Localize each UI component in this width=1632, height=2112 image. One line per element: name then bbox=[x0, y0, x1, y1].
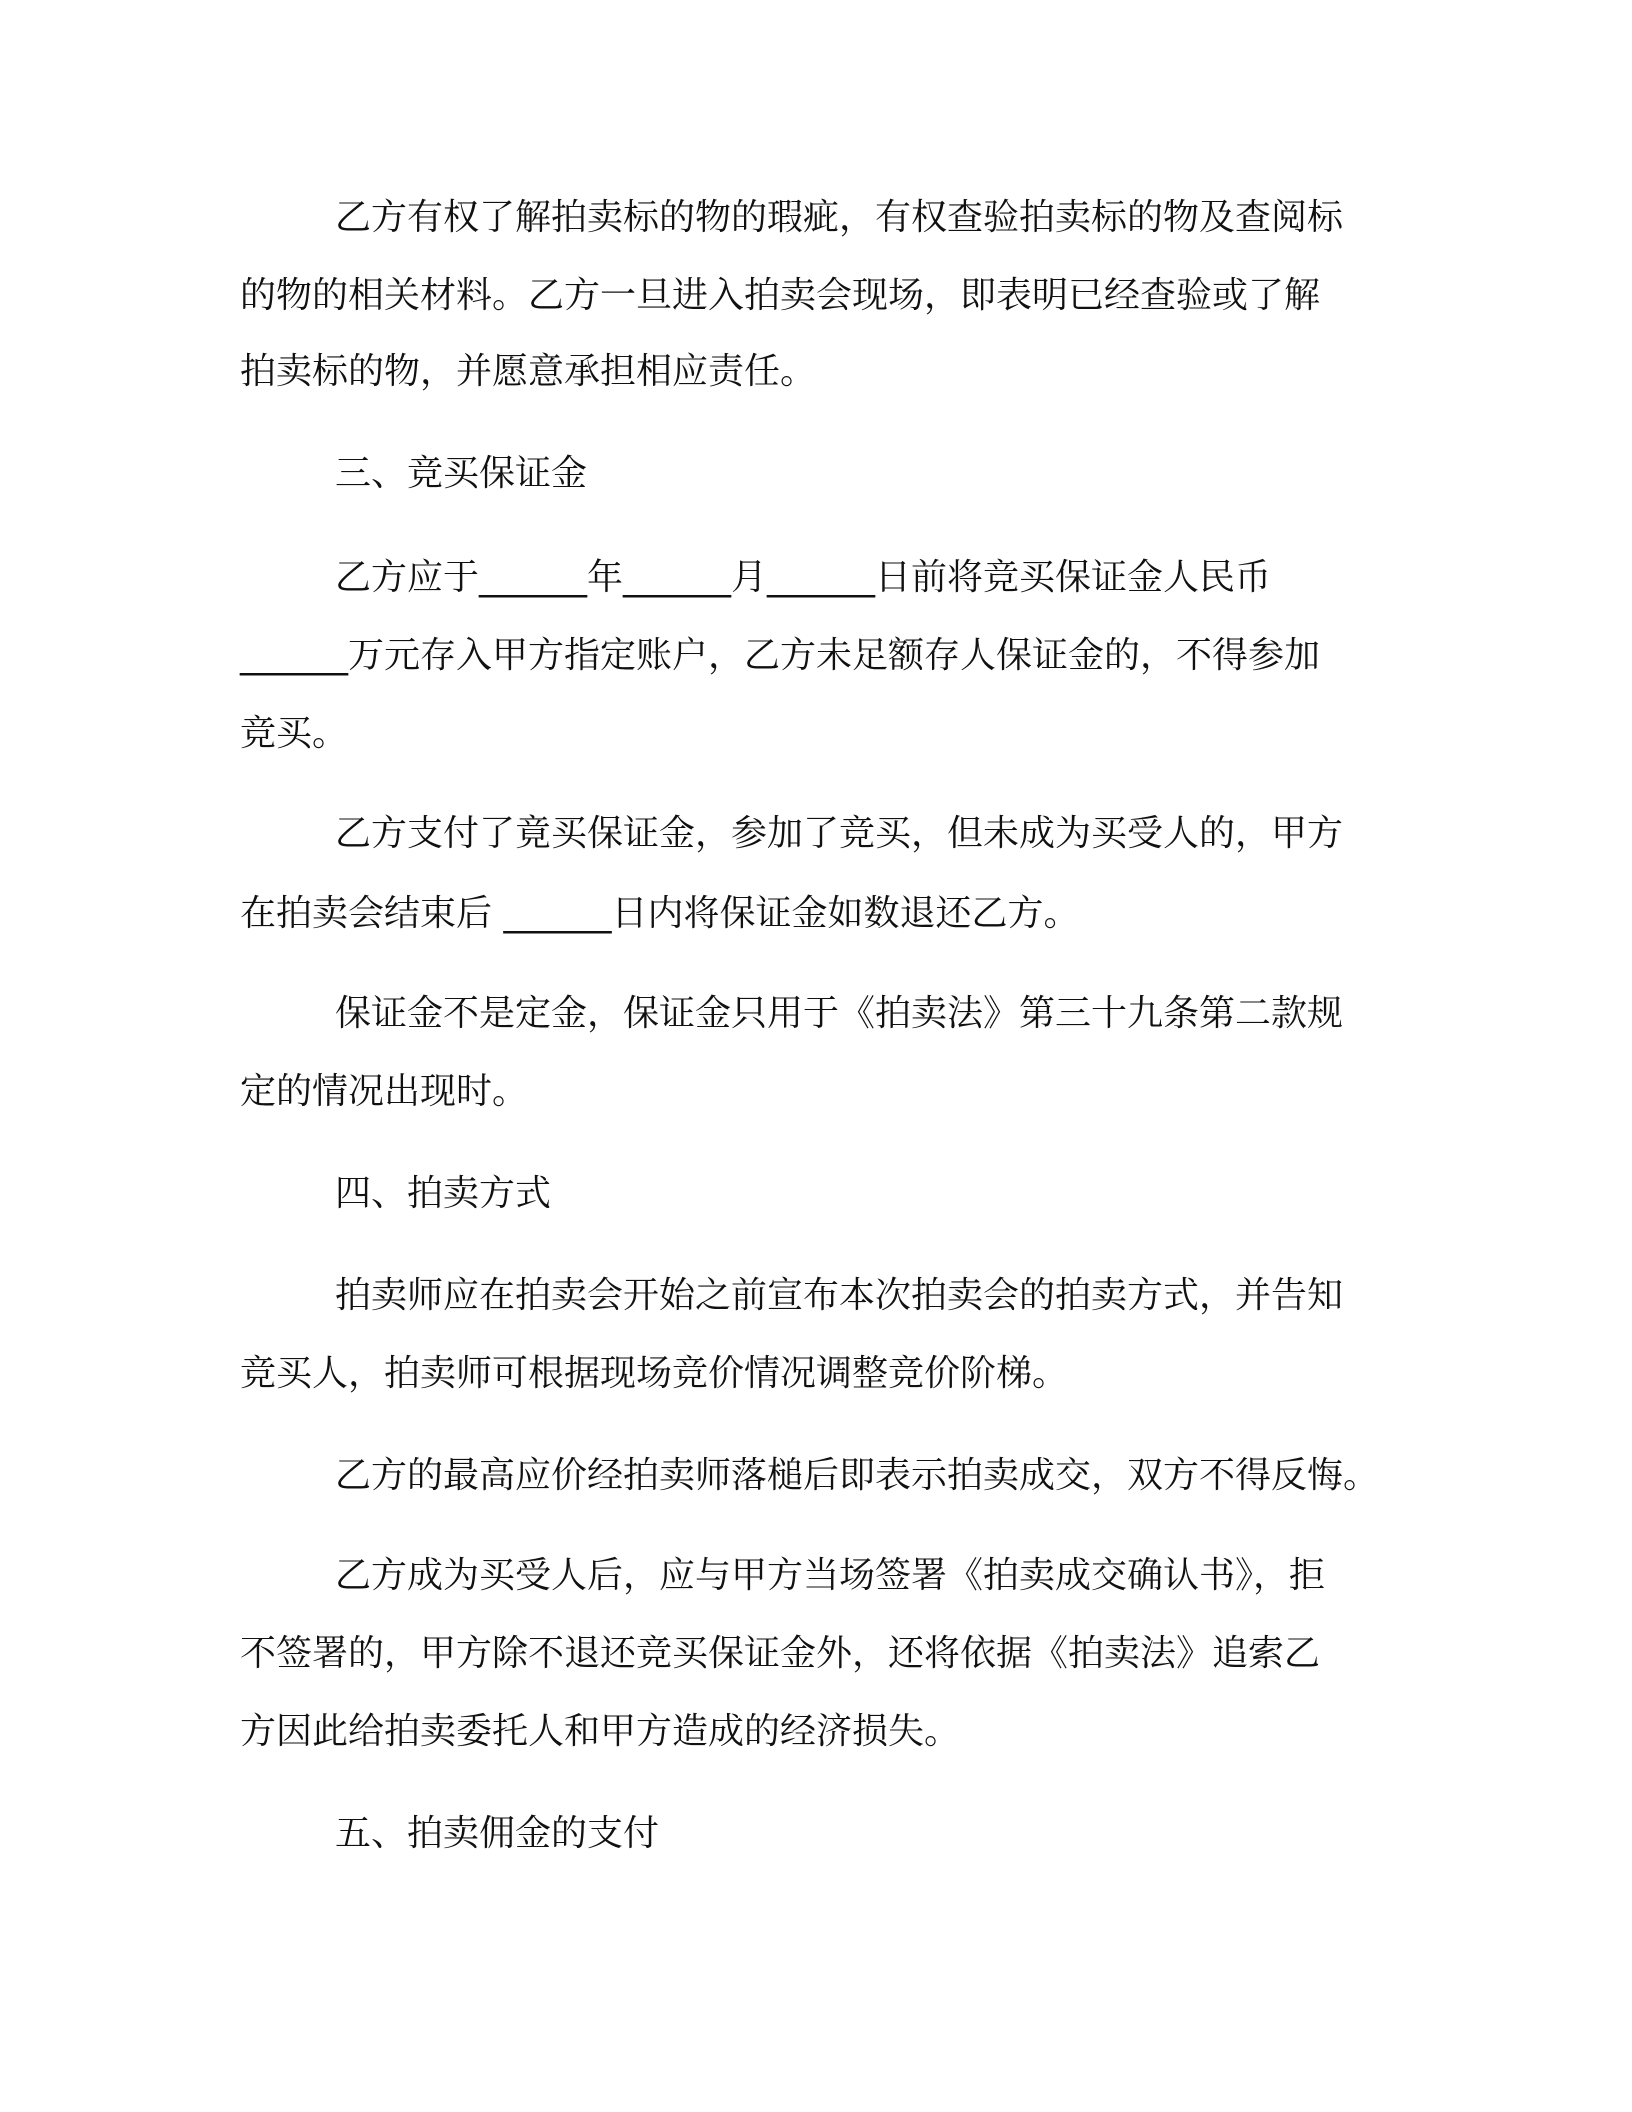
body-line: 乙方的最高应价经拍卖师落槌后即表示拍卖成交，双方不得反悔。 bbox=[335, 1455, 1380, 1496]
section-heading: 五、拍卖佣金的支付 bbox=[335, 1813, 660, 1854]
body-line: 乙方支付了竟买保证金，参加了竞买，但未成为买受人的，甲方 bbox=[335, 813, 1344, 854]
body-line: 竞买。 bbox=[240, 713, 349, 754]
body-line: 的物的相关材料。乙方一旦进入拍卖会现场，即表明已经查验或了解 bbox=[240, 275, 1321, 316]
body-line: 在拍卖会结束后 ______日内将保证金如数退还乙方。 bbox=[240, 893, 1080, 934]
section-heading: 四、拍卖方式 bbox=[335, 1173, 552, 1214]
body-line: 拍卖师应在拍卖会开始之前宣布本次拍卖会的拍卖方式，并告知 bbox=[335, 1275, 1344, 1316]
body-line: 拍卖标的物，并愿意承担相应责任。 bbox=[240, 351, 817, 392]
body-line: 不签署的，甲方除不退还竞买保证金外，还将依据《拍卖法》追索乙 bbox=[240, 1633, 1321, 1674]
body-line: 乙方有权了解拍卖标的物的瑕疵，有权查验拍卖标的物及查阅标 bbox=[335, 197, 1344, 238]
body-line: ______万元存入甲方指定账户，乙方未足额存人保证金的，不得参加 bbox=[240, 635, 1321, 676]
body-line: 乙方成为买受人后，应与甲方当场签署《拍卖成交确认书》，拒 bbox=[335, 1555, 1326, 1596]
body-line: 保证金不是定金，保证金只用于《拍卖法》第三十九条第二款规 bbox=[335, 993, 1344, 1034]
body-line: 定的情况出现时。 bbox=[240, 1071, 529, 1112]
body-line: 竞买人，拍卖师可根据现场竞价情况调整竞价阶梯。 bbox=[240, 1353, 1069, 1394]
section-heading: 三、竞买保证金 bbox=[335, 453, 588, 494]
body-line: 方因此给拍卖委托人和甲方造成的经济损失。 bbox=[240, 1711, 961, 1752]
body-line: 乙方应于______年______月______日前将竞买保证金人民币 bbox=[335, 557, 1272, 598]
